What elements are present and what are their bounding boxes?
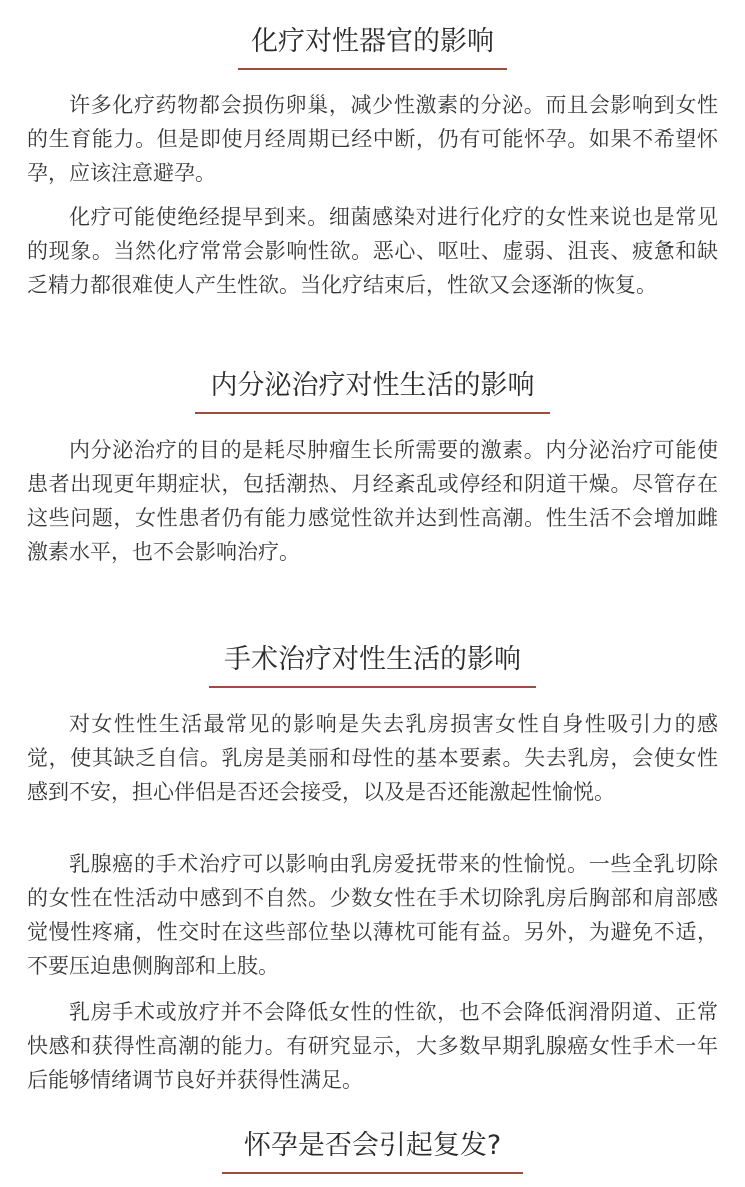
paragraph: 许多化疗药物都会损伤卵巢，减少性激素的分泌。而且会影响到女性的生育能力。但是即使月经周期已经中断，仍有可能怀孕。如果不希望怀孕，应该注意避孕。 [27, 93, 718, 185]
section-heading-pregnancy: 怀孕是否会引起复发? [243, 1130, 502, 1161]
heading-underline [238, 68, 507, 70]
section-heading-endocrine: 内分泌治疗对性生活的影响 [210, 370, 535, 401]
paragraph: 乳腺癌的手术治疗可以影响由乳房爱抚带来的性愉悦。一些全乳切除的女性在性活动中感到不自然。少数女性在手术切除乳房后胸部和肩部感觉慢性疼痛，性交时在这些部位垫以薄枕可能有益。另外，为避免不适，不要压迫患侧胸部和上肢。 [27, 852, 718, 978]
heading-underline [222, 1172, 523, 1174]
heading-underline [195, 412, 550, 414]
section-heading-surgery: 手术治疗对性生活的影响 [224, 644, 521, 675]
paragraph: 对女性性生活最常见的影响是失去乳房损害女性自身性吸引力的感觉，使其缺乏自信。乳房是美丽和母性的基本要素。失去乳房，会使女性感到不安，担心伴侣是否还会接受，以及是否还能激起性愉悦。 [27, 712, 718, 804]
paragraph: 内分泌治疗的目的是耗尽肿瘤生长所需要的激素。内分泌治疗可能使患者出现更年期症状，包括潮热、月经紊乱或停经和阴道干燥。尽管存在这些问题，女性患者仍有能力感觉性欲并达到性高潮。性生活不会增加雌激素水平，也不会影响治疗。 [27, 438, 718, 564]
section-heading-chemo: 化疗对性器官的影响 [251, 26, 494, 57]
paragraph: 乳房手术或放疗并不会降低女性的性欲，也不会降低润滑阴道、正常快感和获得性高潮的能力。有研究显示，大多数早期乳腺癌女性手术一年后能够情绪调节良好并获得性满足。 [27, 1000, 718, 1092]
heading-underline [209, 686, 536, 688]
paragraph: 化疗可能使绝经提早到来。细菌感染对进行化疗的女性来说也是常见的现象。当然化疗常常会影响性欲。恶心、呕吐、虚弱、沮丧、疲惫和缺乏精力都很难使人产生性欲。当化疗结束后，性欲又会逐渐的恢复。 [27, 205, 718, 297]
